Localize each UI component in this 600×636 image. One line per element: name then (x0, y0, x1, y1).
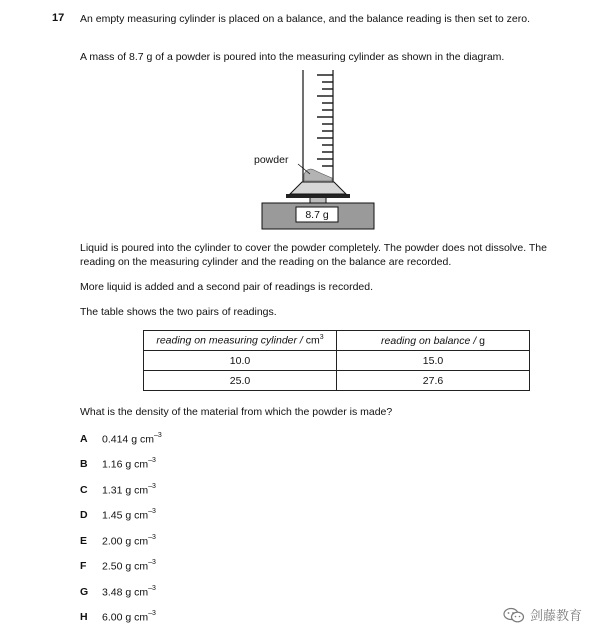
header-balance-label: reading on balance / (381, 334, 477, 347)
watermark (503, 605, 582, 624)
table-header-row (144, 331, 530, 351)
table-cell: 25.0 (144, 371, 337, 391)
table-row (144, 351, 530, 371)
balance-reading: 8.7 g (305, 209, 329, 221)
powder-label: powder (254, 154, 289, 166)
mass-text: A mass of 8.7 g of a powder is poured into the measuring cylinder as shown in the diagram. (80, 51, 505, 63)
option-value: 1.31 g $cm^{-3}$ (102, 483, 156, 497)
more-liquid-text: More liquid is added and a second pair of readings is recorded. (80, 281, 374, 293)
intro-text: An empty measuring cylinder is placed on a balance, and the balance reading is then set to zero. (80, 13, 531, 25)
option-c[interactable] (80, 484, 230, 498)
header-balance-unit: g (479, 334, 485, 347)
option-letter: H (80, 611, 88, 623)
option-h[interactable] (80, 611, 230, 625)
option-value: 2.00 g $cm^{-3}$ (102, 534, 156, 548)
cylinder-base (290, 182, 346, 194)
header-cylinder-label: reading on measuring cylinder / (156, 334, 303, 347)
option-letter: A (80, 433, 88, 445)
powder-pile (304, 169, 332, 181)
option-value: 2.50 g $cm^{-3}$ (102, 559, 156, 573)
balance-pan (286, 194, 350, 198)
option-b[interactable] (80, 458, 230, 472)
option-letter: G (80, 586, 89, 598)
option-letter: E (80, 535, 88, 547)
option-value: 0.414 g $cm^{-3}$ (102, 432, 162, 446)
option-a[interactable] (80, 433, 230, 447)
option-e[interactable] (80, 535, 230, 549)
header-cylinder-sup: 3 (319, 334, 324, 342)
readings-table (143, 330, 530, 391)
option-value: 6.00 g $cm^{-3}$ (102, 610, 156, 624)
cylinder-balance-diagram (250, 70, 380, 230)
table-row (144, 371, 530, 391)
header-cylinder-unit: cm (305, 334, 320, 347)
option-value: 1.45 g $cm^{-3}$ (102, 508, 156, 522)
option-letter: B (80, 458, 88, 470)
watermark-text: 剑藤教育 (529, 608, 582, 623)
option-value: 1.16 g $cm^{-3}$ (102, 457, 156, 471)
question-number: 17 (52, 12, 65, 24)
option-d[interactable] (80, 509, 230, 523)
option-g[interactable] (80, 586, 230, 600)
liquid-text: Liquid is poured into the cylinder to cover the powder completely. The powder does not dissolve. The reading on the measuring cylinder and the reading on the balance are recorded. (80, 242, 547, 268)
question-prompt: What is the density of the material from which the powder is made? (80, 406, 393, 418)
header-balance (337, 331, 530, 351)
option-letter: C (80, 484, 88, 496)
wechat-icon (503, 607, 525, 623)
option-value: 3.48 g $cm^{-3}$ (102, 585, 156, 599)
powder-pointer (298, 164, 310, 174)
table-cell: 10.0 (144, 351, 337, 371)
table-cell: 15.0 (337, 351, 530, 371)
cylinder-scale (317, 75, 333, 166)
table-intro-text: The table shows the two pairs of readings. (80, 306, 277, 318)
option-letter: D (80, 509, 88, 521)
table-cell: 27.6 (337, 371, 530, 391)
header-cylinder (144, 331, 337, 351)
option-letter: F (80, 560, 87, 572)
option-f[interactable] (80, 560, 230, 574)
diagram-svg (250, 70, 380, 230)
